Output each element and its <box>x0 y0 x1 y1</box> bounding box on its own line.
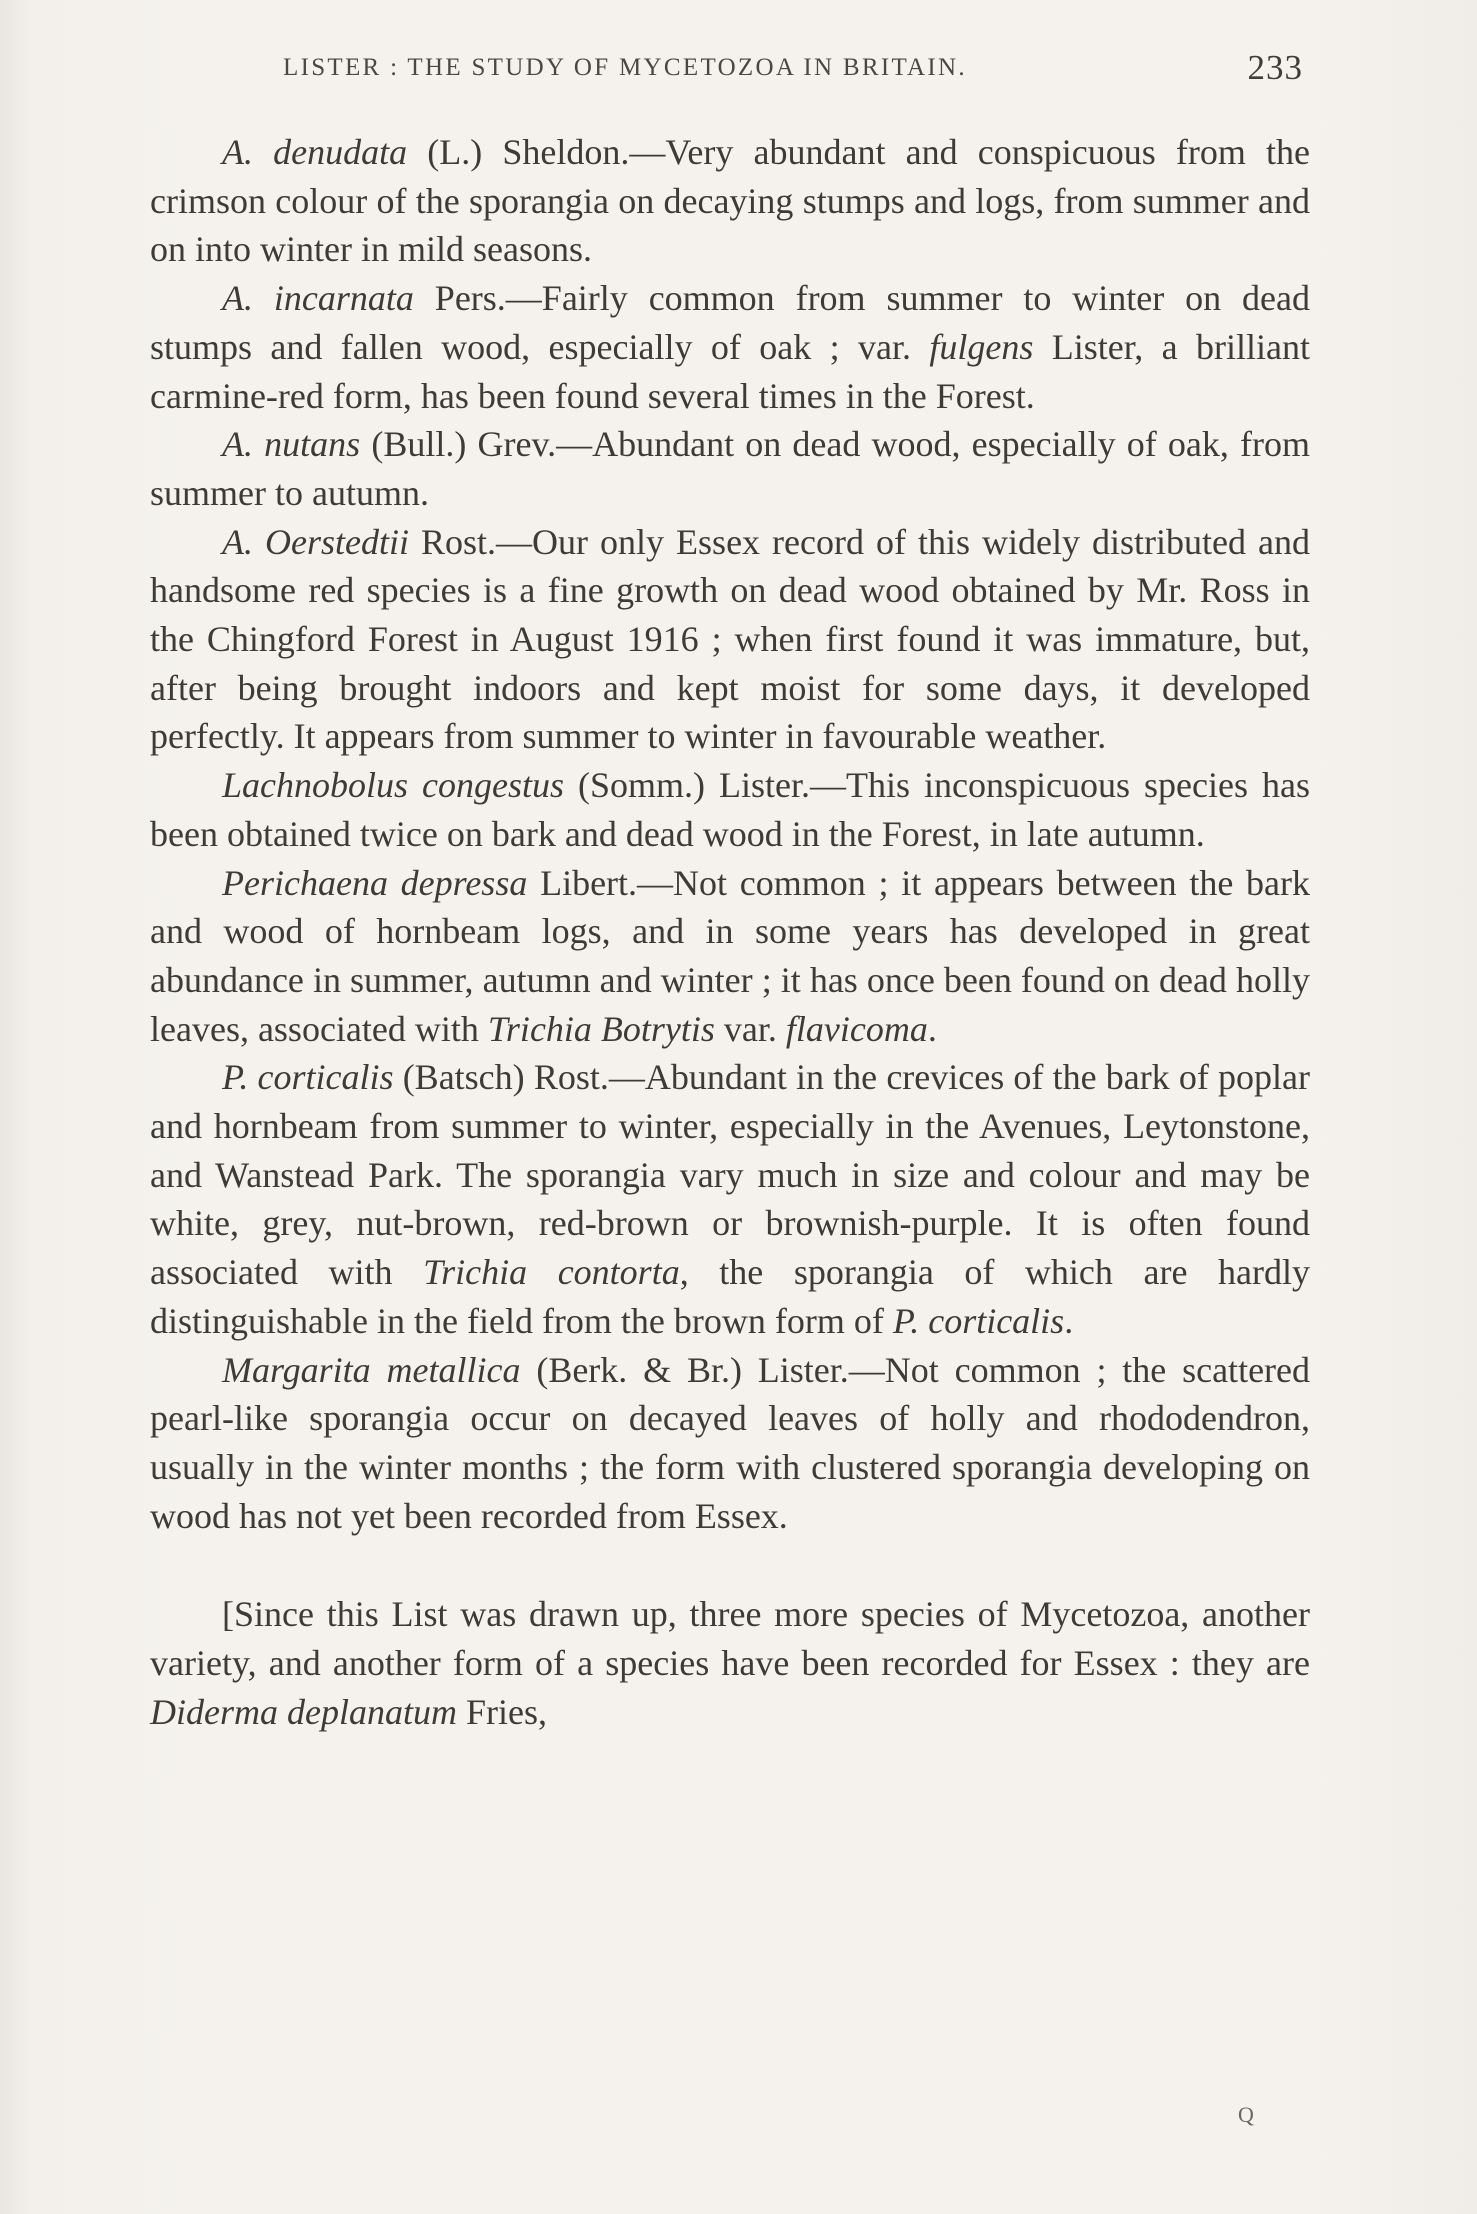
entry-text-end: . <box>1064 1300 1074 1341</box>
entry-text: —Our only Essex record of this widely distributed and handsome red species is a fine growth on dead wood obtained by Mr. Ross in the Chingford Forest in August 1916 ; when first found it was immature, but, after being brought indoors and kept moist for some days, it developed perfectly. It appears from summer to winter in favourable weather. <box>150 521 1311 757</box>
species-authority: (Berk. & Br.) Lister. <box>536 1349 849 1390</box>
entry-text-mid: , the sporangia of which are hardly distinguishable in the field from the brown form of <box>150 1252 1310 1341</box>
entry-text: —Abundant in the crevices of the bark of poplar and hornbeam from summer to winter, especially in the Avenues, Leytonstone, and Wanstead Park. The sporangia vary much in size and colour and may be white, grey, nut-brown, red-brown or brownish-purple. It is often found associated with <box>150 1057 1310 1293</box>
species-name: Perichaena depressa <box>222 862 528 903</box>
entry-text: —Not common ; it appears between the bark and wood of hornbeam logs, and in some years has developed in great abundance in summer, autumn and winter ; it has once been found on dead holly leaves, associated with <box>150 862 1311 1049</box>
species-name: Lachnobolus congestus <box>222 765 565 806</box>
species-name: A. nutans <box>222 424 361 465</box>
entry-perichaena-corticalis <box>150 1053 1310 1345</box>
addendum-paragraph <box>150 1590 1310 1736</box>
species-authority: (Somm.) Lister. <box>578 765 811 806</box>
entry-text: —Very abundant and conspicuous from the crimson colour of the sporangia on decaying stumps and logs, from summer and on into winter in mild seasons. <box>150 132 1310 270</box>
entry-text-end: . <box>927 1008 937 1049</box>
entry-text: —Abundant on dead wood, especially of oak, from summer to autumn. <box>150 424 1311 513</box>
species-authority: (Bull.) Grev. <box>371 424 557 465</box>
referenced-species: Trichia contorta <box>423 1252 680 1293</box>
referenced-species-2: P. corticalis <box>892 1300 1065 1341</box>
species-authority: Libert. <box>540 862 638 903</box>
body-text <box>150 128 1310 1737</box>
running-head <box>283 48 1303 88</box>
variety-name: fulgens <box>929 326 1034 367</box>
signature-mark: Q <box>1238 2102 1254 2127</box>
entry-arcyria-nutans <box>150 420 1310 517</box>
species-name: Margarita metallica <box>222 1349 521 1390</box>
running-title: LISTER : THE STUDY OF MYCETOZOA IN BRITAIN. <box>283 54 967 81</box>
entry-lachnobolus-congestus <box>150 761 1310 858</box>
species-name: P. corticalis <box>222 1057 394 1098</box>
entry-text-mid: var. <box>714 1008 786 1049</box>
species-authority: Rost. <box>421 521 497 562</box>
species-name: A. Oerstedtii <box>222 521 409 562</box>
addendum-text: [Since this List was drawn up, three more species of Mycetozoa, another variety, and another form of a species have been recorded for Essex : they are <box>150 1594 1310 1684</box>
entry-perichaena-depressa <box>150 859 1310 1054</box>
entry-text: —Fairly common from summer to winter on dead stumps and fallen wood, especially of oak ; var. <box>150 278 1310 367</box>
entry-arcyria-denudata <box>150 128 1310 274</box>
species-authority: Pers. <box>434 278 506 319</box>
species-name: A. denudata <box>222 132 408 172</box>
referenced-variety: flavicoma <box>785 1008 928 1049</box>
species-name: A. incarnata <box>222 278 414 319</box>
addendum-authority: Fries, <box>456 1691 547 1732</box>
entry-arcyria-oerstedtii <box>150 518 1310 762</box>
species-authority: (Batsch) Rost. <box>402 1057 609 1098</box>
entry-text-continued: Lister, a brilliant carmine-red form, has been found several times in the Forest. <box>150 326 1310 416</box>
referenced-species: Trichia Botrytis <box>487 1008 715 1049</box>
entry-text: —Not common ; the scattered pearl-like sporangia occur on decayed leaves of holly and rhododendron, usually in the winter months ; the form with clustered sporangia developing on wood has not yet been recorded from Essex. <box>150 1349 1311 1536</box>
addendum-species: Diderma deplanatum <box>150 1691 457 1732</box>
section-gap <box>150 1540 1310 1590</box>
page-number: 233 <box>1247 48 1303 87</box>
entry-arcyria-incarnata <box>150 274 1310 420</box>
entry-margarita-metallica <box>150 1346 1310 1541</box>
species-authority: (L.) Sheldon. <box>427 132 630 172</box>
entry-text: —This inconspicuous species has been obtained twice on bark and dead wood in the Forest, in late autumn. <box>150 765 1310 854</box>
